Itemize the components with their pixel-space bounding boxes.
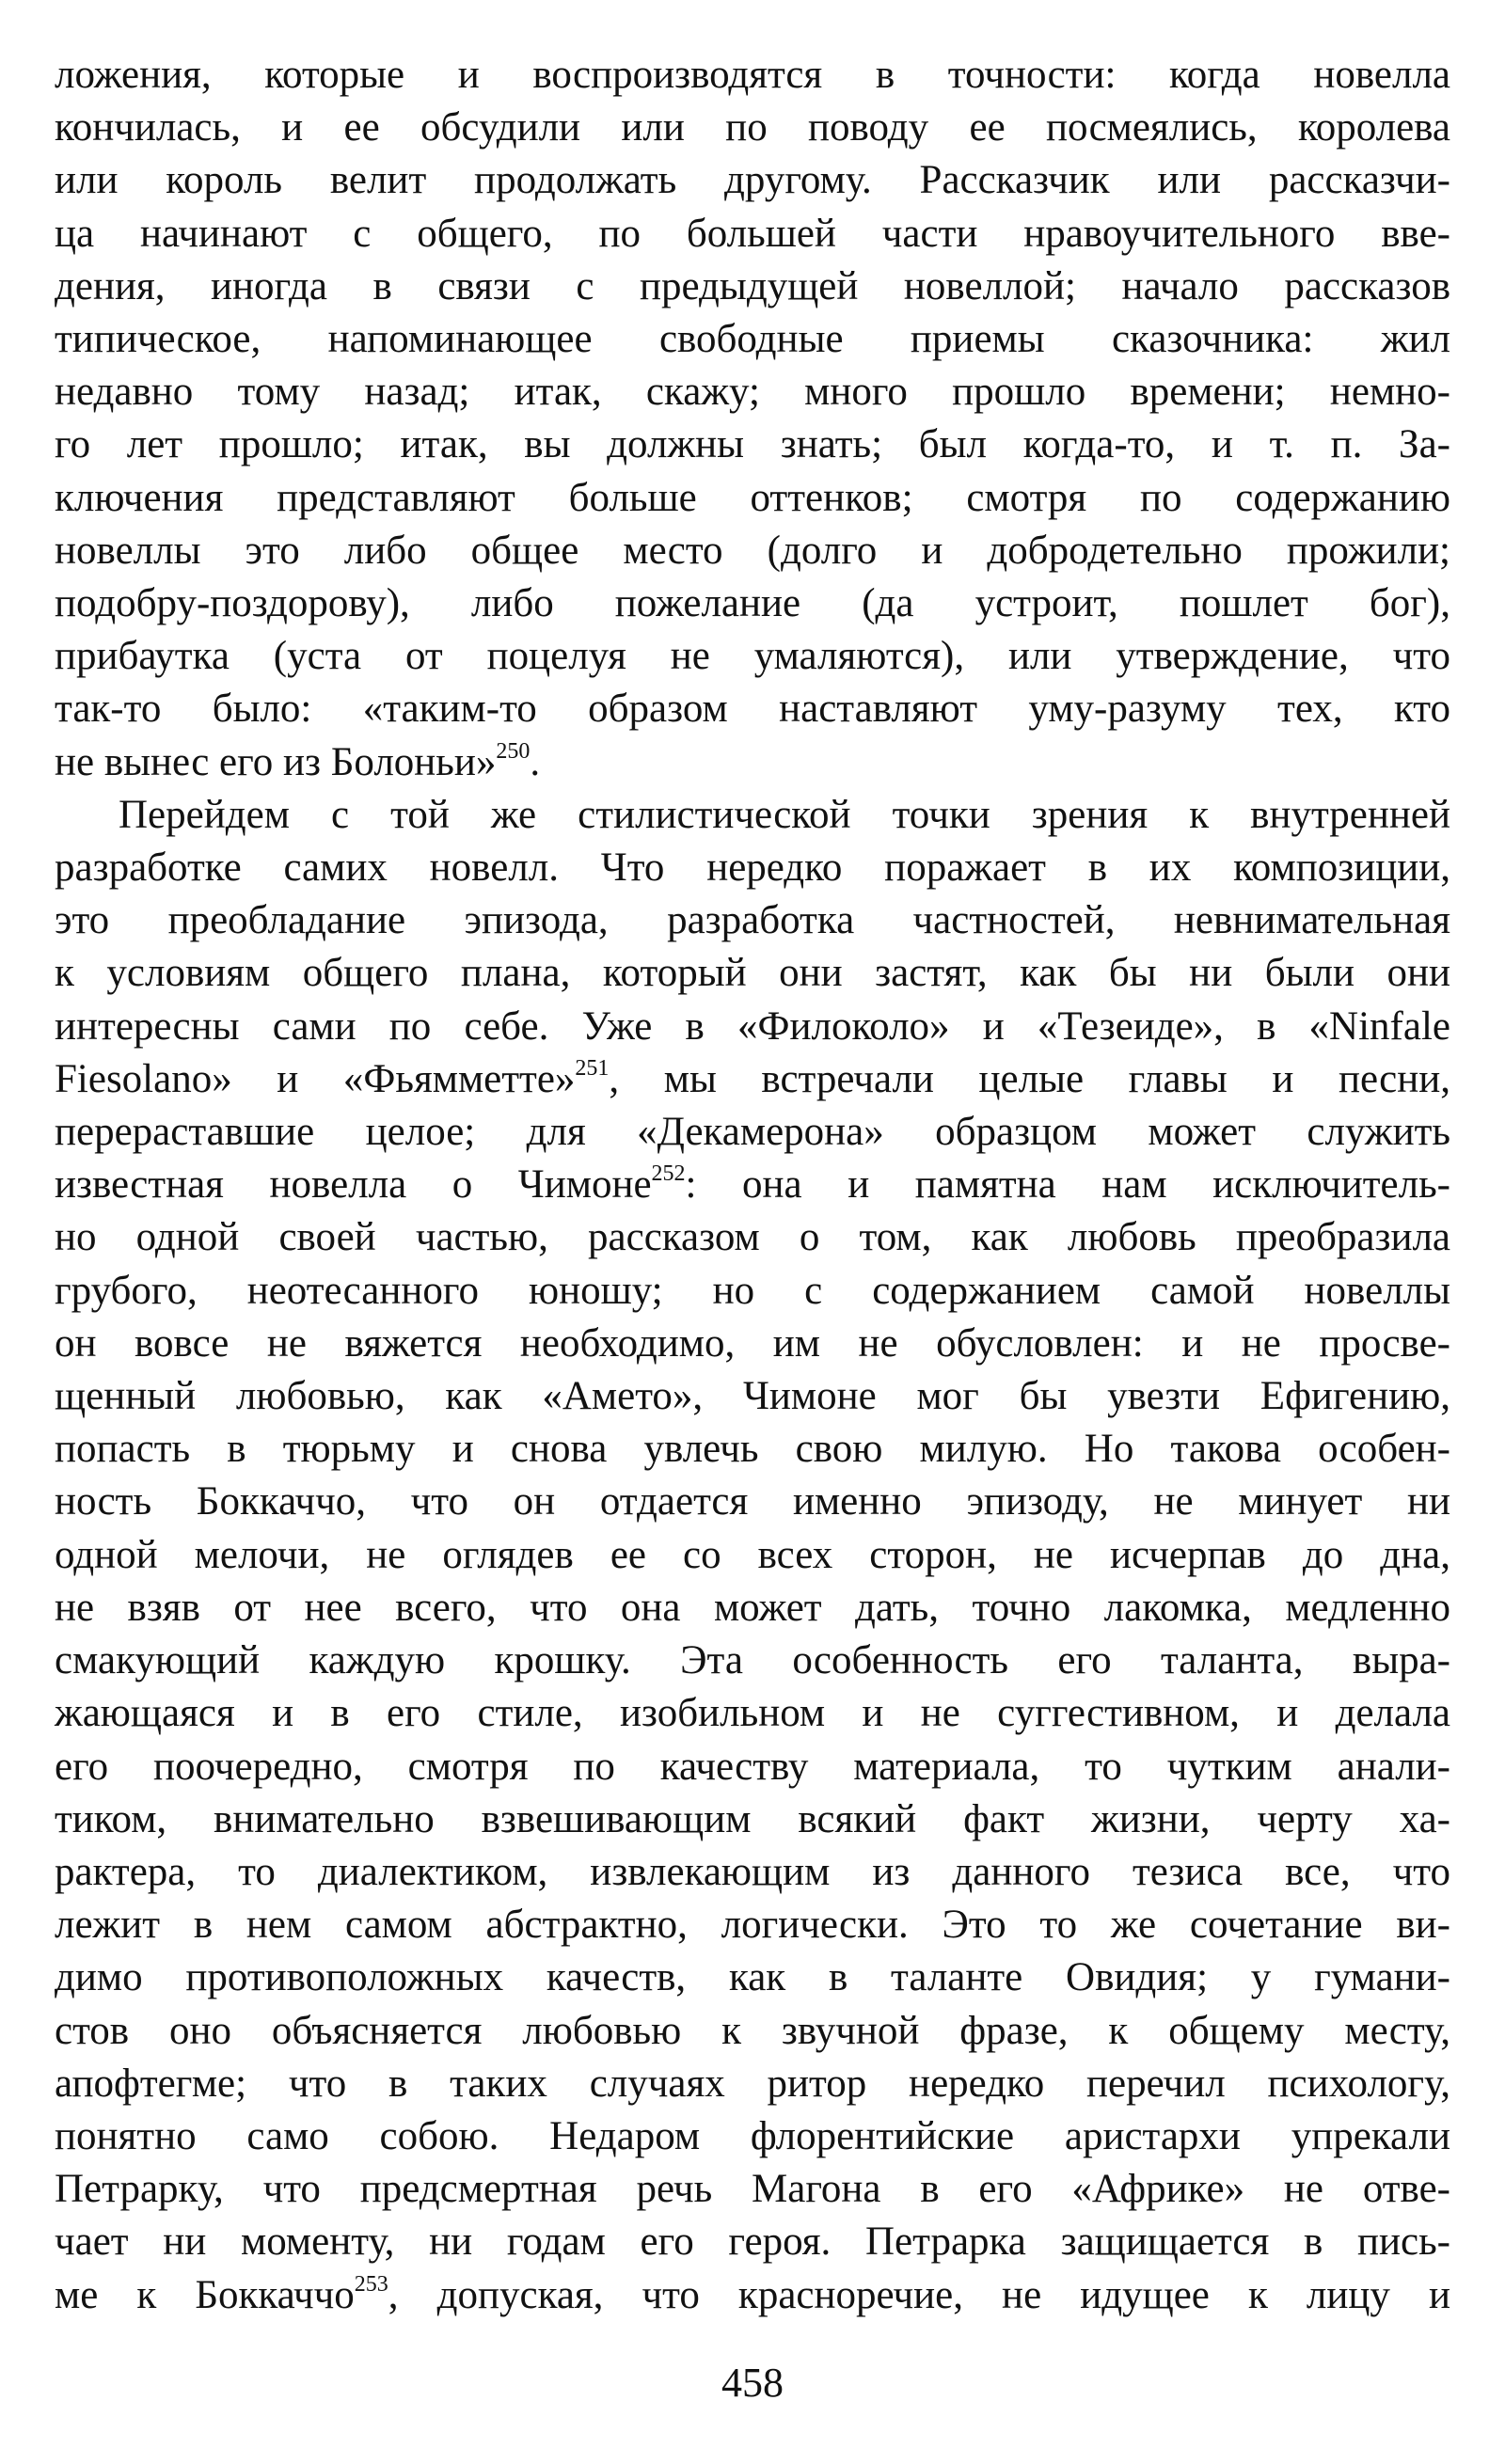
- text-fragment: : она и памятна нам исключитель-: [685, 1162, 1450, 1208]
- page-number: 458: [721, 2360, 784, 2406]
- text-line: его поочередно, смотря по качеству материала, то чутким анали-: [55, 1744, 1450, 1789]
- text-line: дения, иногда в связи с предыдущей новеллой; начало рассказов: [55, 263, 1450, 308]
- text-fragment: ме к Боккаччо: [55, 2272, 355, 2317]
- text-fragment: не вынес его из Болоньи»: [55, 739, 497, 784]
- text-fragment: известная новелла о Чимоне: [55, 1162, 652, 1208]
- text-line: грубого, неотесанного юношу; но с содержанием самой новеллы: [55, 1268, 1450, 1313]
- text-line: щенный любовью, как «Амето», Чимоне мог бы увезти Ефигению,: [55, 1374, 1450, 1419]
- footnote-ref-251: 251: [575, 1055, 610, 1081]
- footnote-ref-252: 252: [651, 1161, 686, 1187]
- text-line: недавно тому назад; итак, скажу; много прошло времени; немно-: [55, 370, 1450, 415]
- text-line: типическое, напоминающее свободные приемы сказочника: жил: [55, 317, 1450, 362]
- text-line: или король велит продолжать другому. Рассказчик или рассказчи-: [55, 158, 1450, 203]
- text-line: прибаутка (уста от поцелуя не умаляются), или утверждение, что: [55, 634, 1450, 679]
- text-line: к условиям общего плана, который они застят, как бы ни были они: [55, 951, 1450, 996]
- text-line: апофтегме; что в таких случаях ритор нередко перечил психологу,: [55, 2061, 1450, 2106]
- text-fragment: Fiesolano» и «Фьямметте»: [55, 1056, 576, 1101]
- text-line: лежит в нем самом абстрактно, логически. Это то же сочетание ви-: [55, 1903, 1450, 1948]
- page-body: [55, 49, 1450, 2322]
- text-fragment: , допуская, что красноречие, не идущее к лицу и: [388, 2272, 1450, 2317]
- text-line: это преобладание эпизода, разработка частностей, невнимательная: [55, 898, 1450, 943]
- text-line: ца начинают с общего, по большей части нравоучительного вве-: [55, 211, 1450, 256]
- paragraph-2: [55, 789, 1450, 2322]
- text-line: он вовсе не вяжется необходимо, им не обусловлен: и не просве-: [55, 1320, 1450, 1366]
- text-line: стов оно объясняется любовью к звучной фразе, к общему месту,: [55, 2008, 1450, 2053]
- text-line: димо противоположных качеств, как в таланте Овидия; у гумани-: [55, 1955, 1450, 2000]
- text-fragment: .: [530, 739, 541, 784]
- text-line: рактера, то диалектиком, извлекающим из данного тезиса все, что: [55, 1849, 1450, 1894]
- text-line: Перейдем с той же стилистической точки зрения к внутренней: [119, 792, 1450, 837]
- text-line: тиком, внимательно взвешивающим всякий факт жизни, черту ха-: [55, 1796, 1450, 1841]
- text-line: жающаяся и в его стиле, изобильном и не суггестивном, и делала: [55, 1691, 1450, 1736]
- text-line: понятно само собою. Недаром флорентийские аристархи упрекали: [55, 2113, 1450, 2158]
- text-fragment: , мы встречали целые главы и песни,: [609, 1056, 1451, 1101]
- text-line: чает ни моменту, ни годам его героя. Петрарка защищается в пись-: [55, 2219, 1450, 2265]
- text-line: [55, 2269, 1450, 2322]
- paragraph-1: [55, 49, 1450, 789]
- text-line: ложения, которые и воспроизводятся в точности: когда новелла: [55, 53, 1450, 97]
- text-line: разработке самих новелл. Что нередко поражает в их композиции,: [55, 845, 1450, 891]
- text-line: так-то было: «таким-то образом наставляют уму-разуму тех, кто: [55, 687, 1450, 732]
- text-line: одной мелочи, не оглядев ее со всех сторон, не исчерпав до дна,: [55, 1532, 1450, 1577]
- text-line: перераставшие целое; для «Декамерона» образцом может служить: [55, 1110, 1450, 1155]
- text-line: смакующий каждую крошку. Эта особенность его таланта, выра-: [55, 1638, 1450, 1683]
- text-line: [55, 1053, 1450, 1106]
- text-line: ность Боккаччо, что он отдается именно эпизоду, не минует ни: [55, 1479, 1450, 1524]
- text-line: но одной своей частью, рассказом о том, как любовь преобразила: [55, 1215, 1450, 1260]
- text-line: го лет прошло; итак, вы должны знать; был когда-то, и т. п. За-: [55, 422, 1450, 467]
- text-line: интересны сами по себе. Уже в «Филоколо» и «Тезеиде», в «Ninfale: [55, 1003, 1450, 1049]
- text-line: подобру-поздорову), либо пожелание (да устроит, пошлет бог),: [55, 581, 1450, 626]
- text-line: не взяв от нее всего, что она может дать, точно лакомка, медленно: [55, 1585, 1450, 1630]
- text-line: ключения представляют больше оттенков; смотря по содержанию: [55, 475, 1450, 520]
- text-line: [55, 736, 1450, 789]
- footnote-ref-250: 250: [496, 738, 531, 764]
- text-line: кончилась, и ее обсудили или по поводу ее посмеялись, королева: [55, 105, 1450, 150]
- text-line: новеллы это либо общее место (долго и добродетельно прожили;: [55, 528, 1450, 573]
- text-line: [55, 1159, 1450, 1211]
- footnote-ref-253: 253: [354, 2271, 388, 2297]
- text-line: попасть в тюрьму и снова увлечь свою милую. Но такова особен-: [55, 1427, 1450, 1472]
- text-line: Петрарку, что предсмертная речь Магона в его «Африке» не отве-: [55, 2167, 1450, 2212]
